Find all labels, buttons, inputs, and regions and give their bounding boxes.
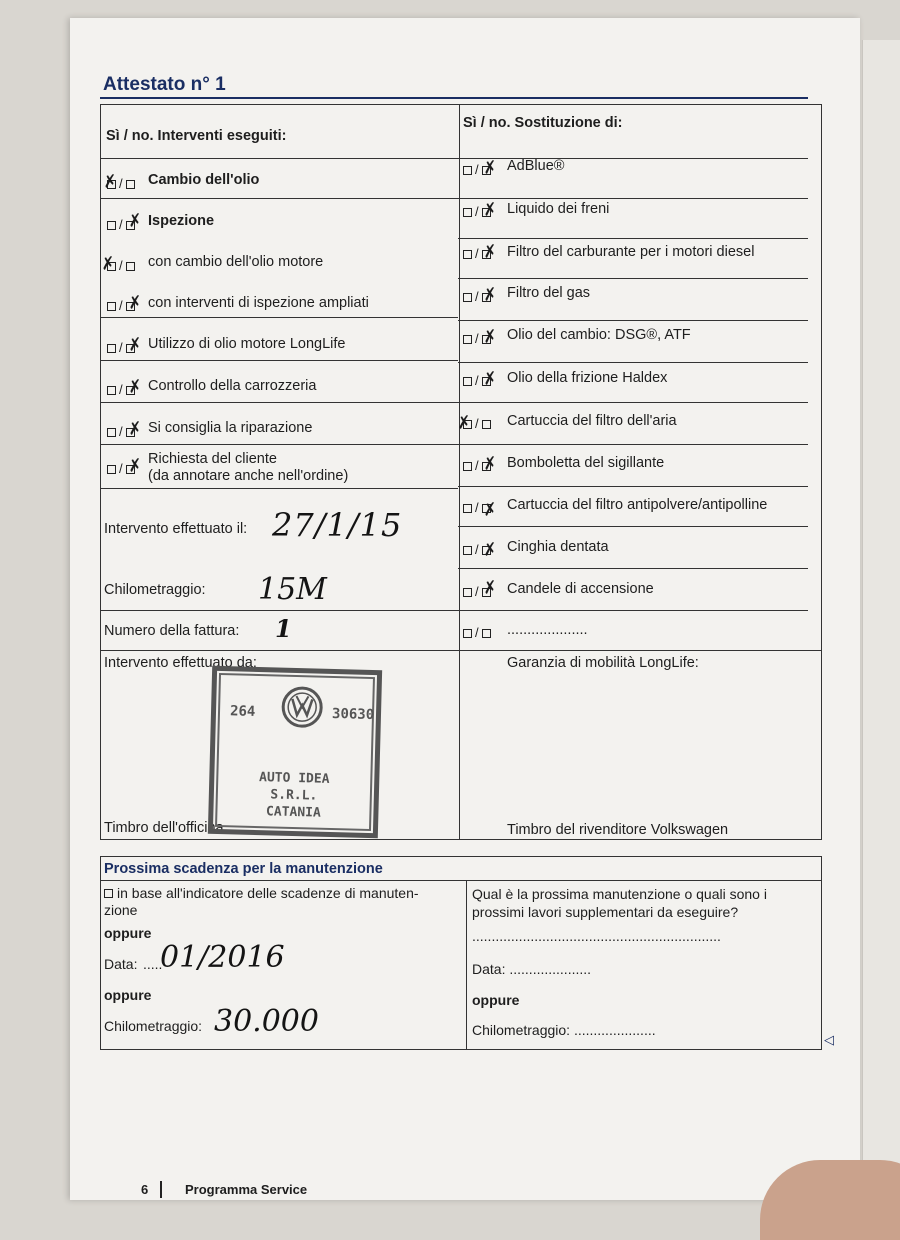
checkbox-pair[interactable]: / (463, 247, 491, 261)
handwritten-check-mark: ✗ (126, 334, 144, 356)
checkbox-icon[interactable] (107, 344, 116, 353)
next-work-dotted-line: ................................................................ (472, 928, 721, 944)
mileage-label: Chilometraggio: (104, 582, 206, 598)
indicator-label-second-line: zione (104, 902, 138, 918)
performed-by-label: Intervento effettuato da: (104, 655, 257, 671)
page-title: Attestato n° 1 (103, 74, 226, 95)
checkbox-icon[interactable] (482, 629, 491, 638)
handwritten-check-mark: ✗ (126, 210, 144, 232)
next-mileage-blank: Chilometraggio: ..................... (472, 1022, 656, 1038)
next-question-line-2: prossimi lavori supplementari da eseguire? (472, 904, 739, 920)
row-rule (458, 238, 808, 239)
column-divider (459, 105, 460, 839)
invoice-number-handwritten: 1 (275, 614, 292, 643)
checkbox-pair[interactable]: / (463, 374, 491, 388)
handwritten-check-mark: ✗ (455, 412, 473, 434)
row-label: Ispezione (148, 213, 215, 229)
stamp-line-1: AUTO IDEA (258, 770, 330, 787)
right-column-header: Sì / no. Sostituzione di: (463, 115, 623, 131)
handwritten-check-mark: ✗ (481, 453, 499, 475)
checkbox-pair[interactable]: / (463, 332, 491, 346)
row-rule (458, 444, 808, 445)
handwritten-check-mark: ✗ (481, 577, 499, 599)
row-label: Richiesta del cliente (148, 451, 277, 467)
checkbox-icon[interactable] (463, 250, 472, 259)
checkbox-pair[interactable]: / (463, 585, 491, 599)
indicator-label: in base all'indicatore delle scadenze di manuten- (117, 885, 419, 901)
row-rule (458, 362, 808, 363)
page-number: 6 (141, 1182, 149, 1197)
checkbox-pair[interactable]: / (463, 163, 491, 177)
oppure-label: oppure (472, 992, 520, 1008)
checkbox-icon[interactable] (107, 302, 116, 311)
row-label: Filtro del carburante per i motori diesel (507, 244, 755, 260)
checkbox-pair[interactable]: / (107, 425, 135, 439)
stamp-left-number: 264 (229, 703, 256, 720)
checkbox-icon[interactable] (107, 386, 116, 395)
row-label: Olio del cambio: DSG®, ATF (507, 327, 691, 343)
handwritten-check-mark: ✗ (126, 292, 144, 314)
workshop-stamp (208, 666, 382, 838)
handwritten-check-mark: ✗ (481, 499, 499, 521)
row-label: Controllo della carrozzeria (148, 378, 317, 394)
checkbox-pair[interactable]: / (107, 341, 135, 355)
row-rule (100, 198, 458, 199)
next-date-label: Data: (104, 956, 138, 972)
handwritten-check-mark: ✗ (99, 253, 117, 275)
checkbox-icon[interactable] (463, 377, 472, 386)
row-label: Cinghia dentata (507, 539, 609, 555)
row-rule (458, 486, 808, 487)
checkbox-icon[interactable] (107, 465, 116, 474)
row-rule (100, 317, 458, 318)
checkbox-icon[interactable] (463, 208, 472, 217)
checkbox-pair[interactable]: / (463, 417, 491, 431)
handwritten-check-mark: ✗ (481, 199, 499, 221)
title-rule (100, 97, 808, 99)
checkbox-icon[interactable] (126, 262, 135, 271)
mileage-handwritten: 15M (258, 572, 327, 607)
row-rule (458, 402, 808, 403)
row-label: Cartuccia del filtro dell'aria (507, 413, 677, 429)
row-label: Cartuccia del filtro antipolvere/antipolline (507, 497, 768, 513)
next-maintenance-header-rule (100, 880, 822, 881)
row-label: con cambio dell'olio motore (148, 254, 324, 270)
checkbox-pair[interactable]: / (107, 462, 135, 476)
handwritten-check-mark: ✗ (481, 368, 499, 390)
row-rule (100, 402, 458, 403)
row-rule (100, 360, 458, 361)
volkswagen-logo-icon (280, 685, 325, 730)
checkbox-icon[interactable] (107, 428, 116, 437)
handwritten-check-mark: ✗ (481, 241, 499, 263)
intervento-date-handwritten: 27/1/15 (272, 506, 403, 544)
checkbox-icon[interactable] (463, 293, 472, 302)
handwritten-check-mark: ✗ (126, 455, 144, 477)
checkbox-pair[interactable]: / (463, 290, 491, 304)
row-rule (458, 320, 808, 321)
row-rule (458, 568, 808, 569)
footer-section: Programma Service (185, 1182, 308, 1197)
checkbox-icon[interactable] (463, 546, 472, 555)
checkbox-pair[interactable]: / (463, 459, 491, 473)
checkbox-icon[interactable] (482, 420, 491, 429)
invoice-number-label: Numero della fattura: (104, 623, 240, 639)
row-rule (100, 650, 458, 651)
checkbox-icon[interactable] (463, 629, 472, 638)
row-label: Cambio dell'olio (148, 172, 260, 188)
row-label-blank: .................... (507, 622, 588, 638)
triangle-continue-icon: ◁ (824, 1032, 834, 1047)
handwritten-check-mark: ✗ (481, 539, 499, 561)
checkbox-pair[interactable]: / (107, 383, 135, 397)
row-rule (100, 610, 458, 611)
checkbox-pair[interactable]: / (107, 299, 135, 313)
workshop-stamp-label: Timbro dell'officina (104, 820, 224, 836)
row-label: Utilizzo di olio motore LongLife (148, 336, 346, 352)
stamp-line-3: CATANIA (265, 804, 321, 821)
next-date-dots: ..... (143, 956, 163, 972)
handwritten-check-mark: ✗ (126, 376, 144, 398)
checkbox-pair[interactable]: / (463, 626, 491, 640)
row-label: Liquido dei freni (507, 201, 610, 217)
row-label: con interventi di ispezione ampliati (148, 295, 369, 311)
checkbox-icon[interactable] (463, 166, 472, 175)
oppure-label: oppure (104, 987, 152, 1003)
row-rule (458, 526, 808, 527)
oppure-label: oppure (104, 925, 152, 941)
row-label: Si consiglia la riparazione (148, 420, 313, 436)
next-date-handwritten: 01/2016 (160, 940, 285, 975)
checkbox-pair[interactable]: / (107, 218, 135, 232)
row-rule (458, 198, 808, 199)
checkbox-icon[interactable] (463, 335, 472, 344)
row-label: Bomboletta del sigillante (507, 455, 665, 471)
checkbox-icon[interactable] (463, 462, 472, 471)
left-column-header: Sì / no. Interventi eseguiti: (106, 128, 287, 144)
checkbox-icon[interactable] (104, 889, 113, 898)
row-rule (458, 610, 808, 611)
row-label-second-line: (da annotare anche nell'ordine) (148, 468, 349, 484)
row-rule (458, 650, 822, 651)
next-date-blank: Data: ..................... (472, 961, 592, 977)
row-label: Olio della frizione Haldex (507, 370, 668, 386)
handwritten-check-mark: ✗ (126, 418, 144, 440)
checkbox-pair[interactable]: / (463, 501, 491, 515)
checkbox-icon[interactable] (126, 180, 135, 189)
handwritten-check-mark: ✗ (481, 157, 499, 179)
row-rule (100, 488, 458, 489)
checkbox-pair[interactable]: / (463, 205, 491, 219)
footer-divider (160, 1181, 162, 1198)
checkbox-pair[interactable]: / (107, 177, 135, 191)
next-question-line-1: Qual è la prossima manutenzione o quali sono i (472, 886, 767, 902)
next-maintenance-title: Prossima scadenza per la manutenzione (104, 861, 383, 877)
indicator-checkbox[interactable] (104, 886, 113, 900)
longlife-warranty-label: Garanzia di mobilità LongLife: (507, 655, 699, 671)
row-label: AdBlue® (507, 158, 565, 174)
stamp-right-number: 30630 (331, 705, 375, 724)
next-maintenance-divider (466, 880, 467, 1050)
stamp-line-2: S.R.L. (270, 787, 318, 804)
intervento-date-label: Intervento effettuato il: (104, 521, 248, 537)
next-mileage-label: Chilometraggio: (104, 1018, 203, 1034)
row-rule (100, 158, 458, 159)
dealer-stamp-label: Timbro del rivenditore Volkswagen (507, 822, 729, 838)
row-label: Candele di accensione (507, 581, 654, 597)
checkbox-icon[interactable] (107, 221, 116, 230)
next-mileage-handwritten: 30.000 (214, 1004, 319, 1039)
handwritten-check-mark: ✗ (101, 171, 119, 193)
next-page-edge (862, 40, 900, 1200)
handwritten-check-mark: ✗ (481, 284, 499, 306)
checkbox-icon[interactable] (463, 504, 472, 513)
checkbox-pair[interactable]: / (107, 259, 135, 273)
row-label: Filtro del gas (507, 285, 591, 301)
handwritten-check-mark: ✗ (481, 326, 499, 348)
row-rule (100, 444, 458, 445)
checkbox-pair[interactable]: / (463, 543, 491, 557)
checkbox-icon[interactable] (463, 588, 472, 597)
row-rule (458, 278, 808, 279)
